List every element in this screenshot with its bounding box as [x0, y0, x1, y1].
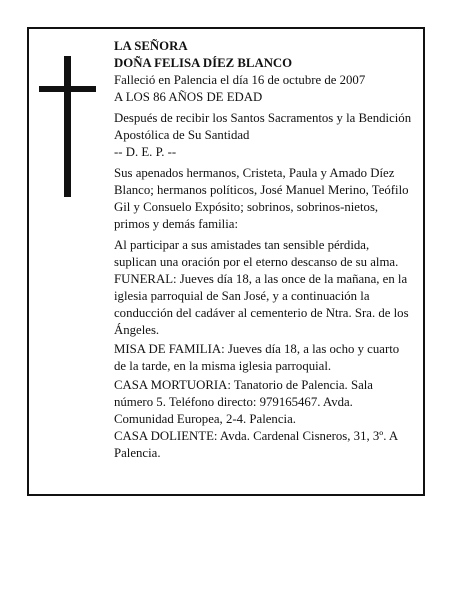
dep-line: -- D. E. P. --	[114, 145, 177, 159]
misa-paragraph: MISA DE FAMILIA: Jueves día 18, a las ocho y cuarto de la tarde, en la misma iglesia parroquial.	[114, 342, 400, 373]
cross-icon-bar	[39, 86, 96, 92]
age-line: A LOS 86 AÑOS DE EDAD	[114, 90, 263, 104]
family-paragraph: Sus apenados hermanos, Cristeta, Paula y Amado Díez Blanco; hermanos políticos, José Manuel Merino, Teófilo Gil y Consuelo Expósito; sobrinos, sobrinos-nietos, primos y demás familia:	[114, 166, 409, 231]
cross-icon	[64, 56, 71, 197]
deceased-name: DOÑA FELISA DÍEZ BLANCO	[114, 56, 293, 70]
request-paragraph: Al participar a sus amistades tan sensible pérdida, suplican una oración por el eterno descanso de su alma.	[114, 238, 399, 269]
sacraments-paragraph: Después de recibir los Santos Sacramentos y la Bendición Apostólica de Su Santidad	[114, 111, 412, 142]
casa-mortuoria-paragraph: CASA MORTUORIA: Tanatorio de Palencia. Sala número 5. Teléfono directo: 979165467. Avda. Comunidad Europea, 2-4. Palencia.	[114, 378, 373, 426]
death-line: Falleció en Palencia el día 16 de octubre de 2007	[114, 73, 366, 87]
funeral-paragraph: FUNERAL: Jueves día 18, a las once de la mañana, en la iglesia parroquial de San José, y a continuación la conducción del cadáver al cementerio de Ntra. Sra. de los Ángeles.	[114, 272, 409, 337]
casa-doliente-paragraph: CASA DOLIENTE: Avda. Cardenal Cisneros, 31, 3º. A Palencia.	[114, 429, 398, 460]
heading-title: LA SEÑORA	[114, 39, 188, 53]
obituary-text	[114, 38, 414, 462]
